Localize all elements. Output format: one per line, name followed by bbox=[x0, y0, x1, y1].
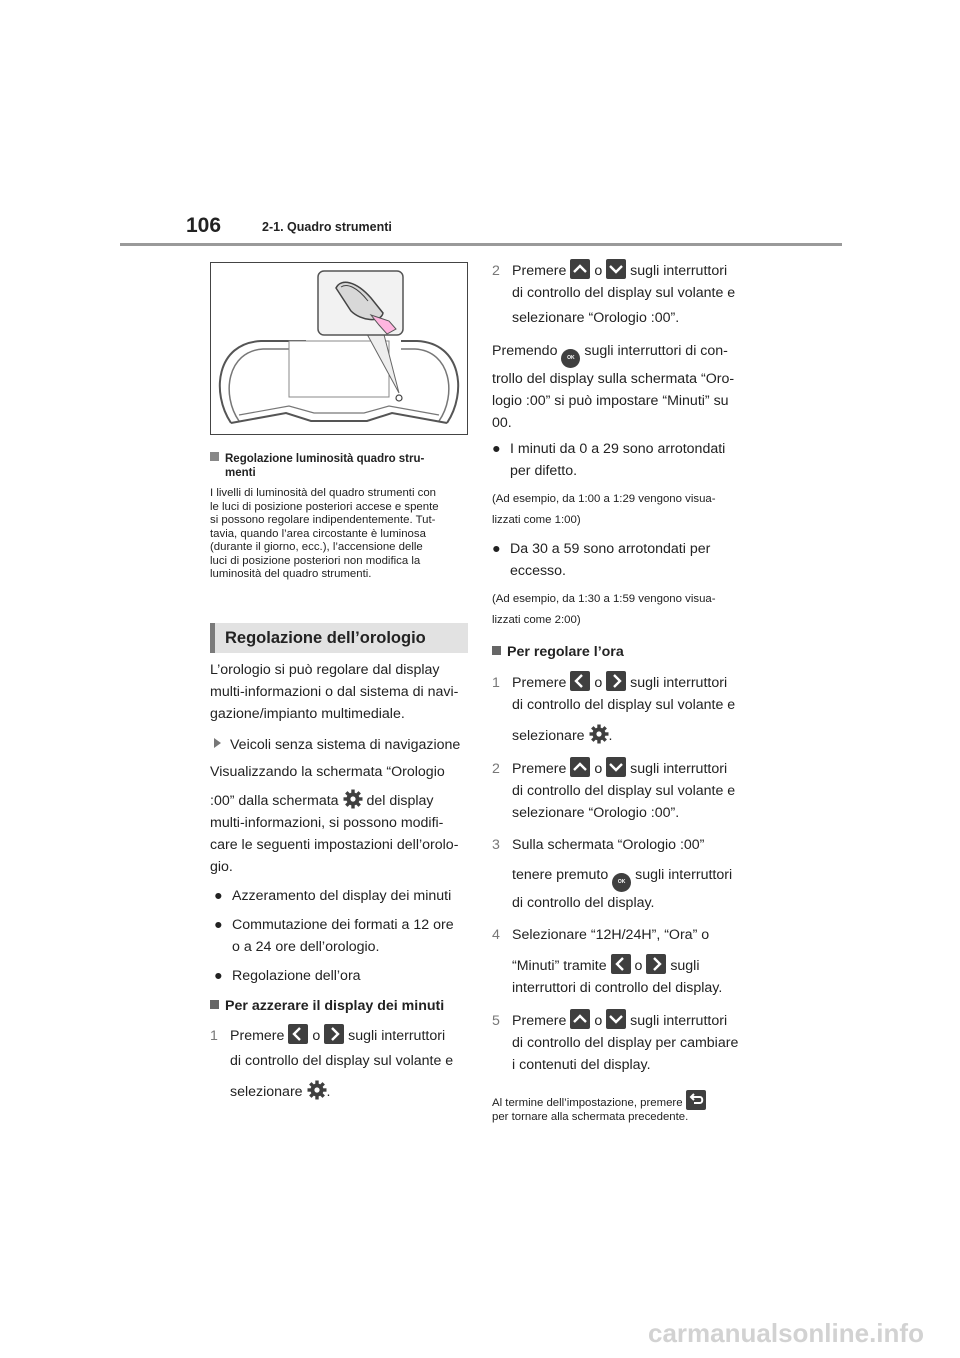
step-2: 2 Premere o sugli interruttori di controllo del display sul volante e selezionare “Orologio :00”. bbox=[492, 259, 754, 329]
settings-gear-icon bbox=[343, 789, 363, 809]
step-1: 1 Premere o sugli interruttori di controllo del display sul volante e selezionare . bbox=[210, 1024, 472, 1103]
view-paragraph: Visualizzando la schermata “Orologio :00” dalla schermata del display multi-informazioni, si possono modifi- care le seguenti impostazioni dell’orolo- gio. bbox=[210, 764, 459, 875]
down-arrow-icon bbox=[606, 259, 626, 279]
reset-title: Per azzerare il display dei minuti bbox=[210, 995, 472, 1017]
up-arrow-icon bbox=[570, 757, 590, 777]
right-arrow-icon bbox=[606, 671, 626, 691]
time-step-1: 1 Premere o sugli interruttori di controllo del display sul volante e selezionare . bbox=[492, 671, 754, 747]
ok-button-icon: OK bbox=[612, 873, 631, 892]
time-step-2: 2 Premere o sugli interruttori di controllo del display sul volante e selezionare “Orologio :00”. bbox=[492, 757, 754, 824]
time-step-3: 3 Sulla schermata “Orologio :00” tenere premuto OK sugli interruttori di controllo del display. bbox=[492, 837, 733, 911]
example-1: (Ad esempio, da 1:00 a 1:29 vengono visua- lizzati come 1:00) bbox=[492, 493, 716, 526]
list-item: ● Commutazione dei formati a 12 ore bbox=[214, 917, 454, 933]
clock-heading: Regolazione dell’orologio bbox=[210, 623, 468, 653]
example-2: (Ad esempio, da 1:30 a 1:59 vengono visua- lizzati come 2:00) bbox=[492, 593, 716, 626]
up-arrow-icon bbox=[570, 1009, 590, 1029]
brightness-title: Regolazione luminosità quadro stru- bbox=[225, 453, 425, 465]
instrument-cluster-illustration bbox=[210, 262, 468, 435]
left-arrow-icon bbox=[611, 954, 631, 974]
ok-button-icon: OK bbox=[561, 349, 580, 368]
left-arrow-icon bbox=[288, 1024, 308, 1044]
intro-paragraph: L’orologio si può regolare dal display multi-informazioni o dal sistema di navi- gazione/impianto multimediale. bbox=[210, 662, 459, 722]
page-number: 106 bbox=[186, 214, 222, 237]
watermark: carmanualsonline.info bbox=[648, 1318, 924, 1348]
down-arrow-icon bbox=[606, 757, 626, 777]
settings-gear-icon bbox=[589, 724, 609, 744]
section-title: 2-1. Quadro strumenti bbox=[262, 220, 392, 234]
brightness-text: I livelli di luminosità del quadro strumenti con le luci di posizione posteriori accese e spente si possono regolare indipendentemente. Tut- tavia, quando l’area circostante è luminosa (durante il giorno, ecc.), l’accensione delle luci di posizione posteriori non modifica la luminosità del quadro strumenti. bbox=[210, 487, 439, 580]
header-rule bbox=[120, 243, 842, 246]
list-item-cont: o a 24 ore dell’orologio. bbox=[232, 939, 380, 955]
back-arrow-icon bbox=[686, 1090, 706, 1110]
end-note: Al termine dell’impostazione, premere per tornare alla schermata precedente. bbox=[492, 1090, 754, 1124]
press-paragraph: Premendo OK sugli interruttori di con- trollo del display sulla schermata “Oro- logio :00” si può impostare “Minuti” su 00. bbox=[492, 343, 735, 431]
list-item: ● Azzeramento del display dei minuti bbox=[214, 888, 452, 904]
list-item: ● Da 30 a 59 sono arrotondati per eccesso. bbox=[492, 541, 711, 579]
time-step-4: 4 Selezionare “12H/24H”, “Ora” o “Minuti” tramite o sugli interruttori di controllo del display. bbox=[492, 927, 723, 996]
up-arrow-icon bbox=[570, 259, 590, 279]
brightness-title-line2: menti bbox=[225, 467, 256, 479]
section-square-bullet bbox=[210, 452, 219, 461]
right-arrow-icon bbox=[646, 954, 666, 974]
list-item: ● Regolazione dell’ora bbox=[214, 968, 361, 984]
bullet-list bbox=[210, 885, 472, 987]
list-item: ● I minuti da 0 a 29 sono arrotondati per difetto. bbox=[492, 441, 726, 479]
time-step-5: 5 Premere o sugli interruttori di controllo del display per cambiare i contenuti del display. bbox=[492, 1009, 754, 1076]
down-arrow-icon bbox=[606, 1009, 626, 1029]
vehicles-note: Veicoli senza sistema di navigazione bbox=[210, 734, 472, 756]
time-title: Per regolare l’ora bbox=[492, 641, 754, 663]
triangle-bullet-icon bbox=[214, 738, 221, 748]
left-arrow-icon bbox=[570, 671, 590, 691]
right-arrow-icon bbox=[324, 1024, 344, 1044]
settings-gear-icon bbox=[307, 1080, 327, 1100]
